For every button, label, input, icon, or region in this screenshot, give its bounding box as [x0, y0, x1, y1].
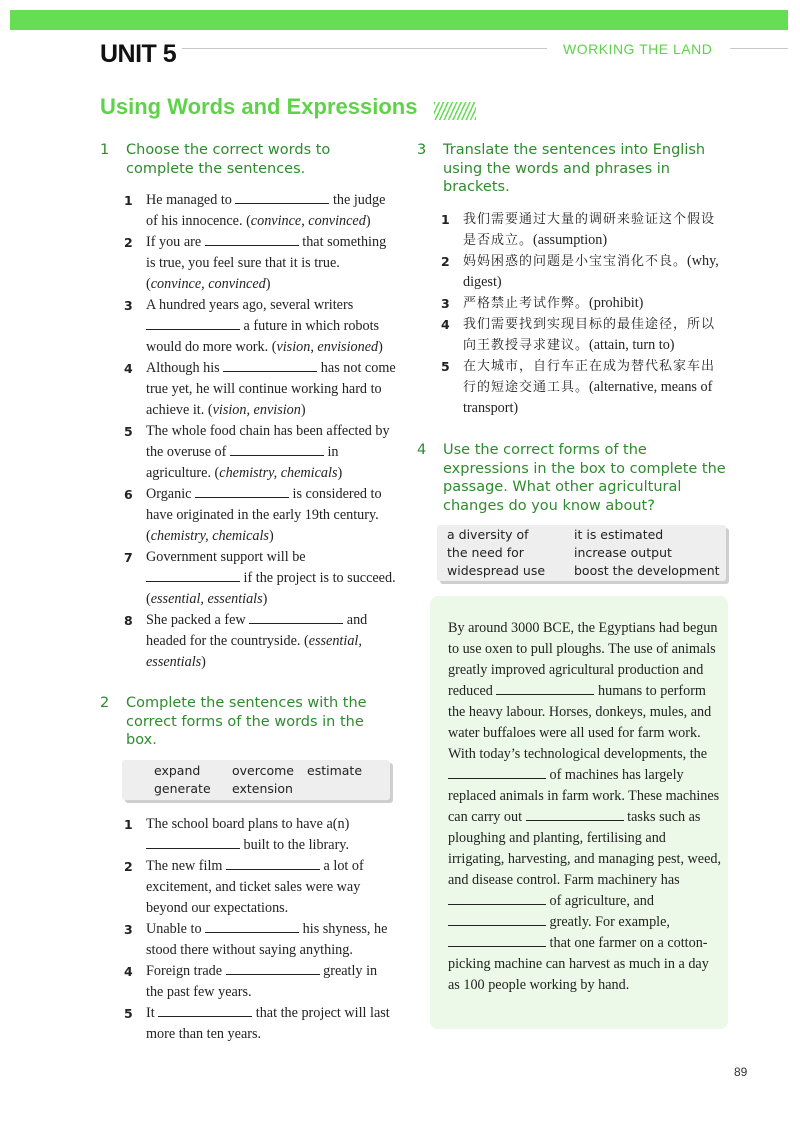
bracket-hint: (assumption): [533, 231, 608, 248]
sentence-text: ): [201, 654, 206, 670]
bracket-hint: (why, digest): [463, 252, 719, 290]
expression-item: a diversity of: [447, 527, 529, 542]
exercise-item: [124, 814, 396, 856]
item-sentence: [146, 358, 396, 421]
sentence-text: in agriculture. (: [146, 444, 339, 481]
item-number: 3: [441, 295, 450, 311]
sentence-text: if the project is to succeed. (: [146, 570, 396, 607]
word-box-item: expand: [154, 762, 201, 778]
sentence-text: It: [146, 1004, 159, 1021]
sentence-text: ): [262, 591, 268, 607]
item-sentence: [146, 961, 396, 1003]
sentence-text: If you are: [146, 234, 205, 250]
item-sentence: [146, 421, 396, 484]
sentence-text: ): [300, 402, 306, 418]
answer-blank[interactable]: [230, 443, 324, 456]
task-3: [417, 141, 727, 419]
item-sentence: [146, 610, 396, 673]
item-number: 3: [124, 298, 133, 313]
word-box-item: extension: [232, 780, 293, 796]
sentence-text: built to the library.: [240, 836, 350, 853]
exercise-item: [124, 1003, 396, 1045]
item-sentence: [463, 251, 727, 293]
task-4-heading: [417, 441, 729, 515]
translation-item: [441, 209, 727, 251]
expression-item: it is estimated: [574, 527, 664, 542]
item-number: 7: [124, 550, 133, 565]
task-number: 3: [417, 142, 427, 158]
item-sentence: [146, 547, 396, 610]
sentence-text: has not come true yet, he will continue working hard to achieve it. (: [146, 360, 396, 418]
expression-item: increase output: [574, 545, 672, 560]
sentence-text: A hundred years ago, several writers: [146, 297, 354, 313]
page-heading: Using Words and Expressions: [100, 94, 418, 119]
task-1-heading: [100, 141, 396, 178]
item-sentence: [463, 314, 727, 356]
unit-title: UNIT 5: [100, 40, 177, 68]
exercise-item: [124, 295, 396, 358]
task-2-heading: [100, 694, 396, 750]
passage-text: greatly. For example,: [546, 914, 670, 930]
word-options: chemistry, chemicals: [219, 465, 338, 481]
exercise-item: [124, 919, 396, 961]
item-sentence: [463, 293, 727, 314]
translation-item: [441, 251, 727, 293]
task-1-items: [100, 190, 396, 673]
sentence-text: Although his: [146, 360, 224, 376]
header-rule-right: [730, 48, 788, 49]
passage-text: humans to perform the heavy labour. Horses, donkeys, mules, and water buffaloes were all used for farm work. With today’s technological developments, the: [448, 683, 712, 762]
item-sentence: [146, 190, 396, 232]
exercise-item: [124, 421, 396, 484]
sentence-text: Foreign trade: [146, 962, 226, 979]
word-options: vision, envision: [212, 402, 301, 418]
item-number: 6: [124, 487, 133, 502]
item-sentence: [463, 209, 727, 251]
answer-blank[interactable]: [205, 233, 299, 246]
item-number: 1: [124, 193, 133, 208]
word-box-item: overcome: [232, 762, 294, 778]
item-sentence: [146, 856, 396, 919]
chinese-sentence: 我们需要通过大量的调研来验证这个假设是否成立。: [463, 211, 716, 248]
sentence-text: that the project will last more than ten years.: [146, 1004, 390, 1042]
sentence-text: The new film: [146, 857, 226, 874]
exercise-item: [124, 610, 396, 673]
sentence-text: that something is true, you feel sure that it is true. (: [146, 234, 387, 292]
item-sentence: [146, 814, 396, 856]
sentence-text: and headed for the countryside. (: [146, 612, 368, 649]
sentence-text: Organic: [146, 486, 195, 502]
expression-item: the need for: [447, 545, 524, 560]
item-sentence: [146, 295, 396, 358]
answer-blank[interactable]: [146, 317, 240, 330]
item-number: 1: [441, 211, 450, 227]
item-number: 4: [441, 316, 450, 332]
top-accent-bar: [10, 10, 788, 30]
word-options: convince, convinced: [150, 276, 266, 292]
task-instruction: Complete the sentences with the correct forms of the words in the box.: [126, 695, 367, 748]
passage-text: that one farmer on a cotton-picking machine can harvest as much in a day as 100 people working by hand.: [448, 935, 709, 993]
answer-blank[interactable]: [496, 682, 594, 695]
answer-blank[interactable]: [205, 920, 299, 933]
sentence-text: Unable to: [146, 920, 206, 937]
item-number: 5: [441, 358, 450, 374]
page-number: 89: [734, 1065, 748, 1079]
item-sentence: [146, 919, 396, 961]
chinese-sentence: 妈妈困惑的问题是小宝宝消化不良。: [463, 253, 688, 269]
word-options: vision, envisioned: [276, 339, 379, 355]
task-instruction: Use the correct forms of the expressions in the box to complete the passage. What other agricultural changes do you know about?: [443, 442, 726, 514]
bracket-hint: (prohibit): [589, 294, 644, 311]
answer-blank[interactable]: [448, 913, 546, 926]
word-options: essential, essentials: [146, 633, 362, 670]
answer-blank[interactable]: [146, 836, 240, 849]
answer-blank[interactable]: [195, 485, 289, 498]
sentence-text: a future in which robots would do more work. (: [146, 318, 380, 355]
answer-blank[interactable]: [448, 934, 546, 947]
answer-blank[interactable]: [448, 766, 546, 779]
task-2: [100, 694, 396, 1045]
exercise-item: [124, 547, 396, 610]
header-rule-left: [182, 48, 547, 49]
answer-blank[interactable]: [223, 359, 317, 372]
expression-item: widespread use: [447, 563, 546, 578]
task-number: 1: [100, 142, 110, 158]
item-number: 4: [124, 361, 133, 376]
item-sentence: [146, 232, 396, 295]
sentence-text: ): [268, 528, 274, 544]
word-options: convince, convinced: [250, 213, 366, 229]
chinese-sentence: 严格禁止考试作弊。: [463, 295, 590, 311]
item-number: 8: [124, 613, 133, 628]
word-box: [122, 760, 390, 800]
task-instruction: Choose the correct words to complete the sentences.: [126, 142, 331, 177]
task-number: 2: [100, 695, 110, 711]
exercise-item: [124, 232, 396, 295]
heading-stripes-decoration: [434, 102, 476, 120]
item-number: 5: [124, 424, 133, 439]
exercise-item: [124, 961, 396, 1003]
sentence-text: greatly in the past few years.: [146, 962, 378, 1000]
expression-item: boost the development: [574, 563, 720, 578]
bracket-hint: (alternative, means of transport): [463, 378, 713, 416]
word-options: essential, essentials: [150, 591, 263, 607]
expression-box: [437, 525, 726, 581]
chinese-sentence: 我们需要找到实现目标的最佳途径，所以向王教授寻求建议。: [463, 316, 716, 353]
exercise-item: [124, 358, 396, 421]
item-number: 2: [124, 235, 133, 250]
answer-blank[interactable]: [249, 611, 343, 624]
translation-item: [441, 293, 727, 314]
sentence-text: ): [265, 276, 271, 292]
task-3-items: [417, 209, 727, 419]
word-box-item: generate: [154, 780, 211, 796]
item-sentence: [146, 1003, 396, 1045]
task-number: 4: [417, 442, 427, 458]
answer-blank[interactable]: [526, 808, 624, 821]
translation-item: [441, 314, 727, 356]
sentence-text: his shyness, he stood there without saying anything.: [146, 920, 388, 958]
answer-blank[interactable]: [235, 191, 329, 204]
bracket-hint: (attain, turn to): [589, 336, 675, 353]
translation-item: [441, 356, 727, 419]
sentence-text: Government support will be: [146, 549, 306, 565]
exercise-item: [124, 190, 396, 232]
answer-blank[interactable]: [226, 857, 320, 870]
sentence-text: ): [365, 213, 371, 229]
item-number: 1: [124, 816, 133, 832]
item-number: 2: [124, 858, 133, 874]
item-number: 4: [124, 963, 133, 979]
sentence-text: the judge of his innocence. (: [146, 192, 386, 229]
task-1: [100, 141, 396, 673]
item-number: 5: [124, 1005, 133, 1021]
sentence-text: ): [337, 465, 343, 481]
exercise-item: [124, 856, 396, 919]
sentence-text: is considered to have originated in the early 19th century. (: [146, 486, 382, 544]
exercise-item: [124, 484, 396, 547]
item-sentence: [463, 356, 727, 419]
sentence-text: a lot of excitement, and ticket sales were way beyond our expectations.: [146, 857, 364, 916]
word-box-item: estimate: [307, 762, 363, 778]
task-instruction: Translate the sentences into English using the words and phrases in brackets.: [443, 142, 706, 195]
passage-text: By around 3000 BCE, the Egyptians had begun to use oxen to pull ploughs. The use of animals greatly improved agricultural production and reduced: [448, 620, 718, 699]
chinese-sentence: 在大城市，自行车正在成为替代私家车出行的短途交通工具。: [463, 358, 716, 395]
reading-passage-panel: [430, 596, 728, 1029]
passage-text: of machines has largely replaced animals in farm work. These machines can carry out: [448, 767, 720, 825]
passage-text: tasks such as ploughing and planting, fertilising and irrigating, harvesting, and managing pest, weed, and disease control. Farm machinery has: [448, 809, 722, 888]
passage-text: of agriculture, and: [546, 893, 654, 909]
item-number: 3: [124, 921, 133, 937]
answer-blank[interactable]: [146, 569, 240, 582]
section-tag: WORKING THE LAND: [563, 41, 713, 57]
task-2-items: [100, 814, 396, 1045]
answer-blank[interactable]: [226, 962, 320, 975]
reading-passage: [448, 618, 722, 996]
sentence-text: The school board plans to have a(n): [146, 815, 350, 832]
sentence-text: He managed to: [146, 192, 236, 208]
answer-blank[interactable]: [448, 892, 546, 905]
task-4: [417, 441, 729, 581]
task-3-heading: [417, 141, 727, 197]
item-sentence: [146, 484, 396, 547]
word-options: chemistry, chemicals: [150, 528, 269, 544]
sentence-text: ): [378, 339, 383, 355]
sentence-text: The whole food chain has been affected by the overuse of: [146, 423, 390, 460]
sentence-text: She packed a few: [146, 612, 250, 628]
item-number: 2: [441, 253, 450, 269]
answer-blank[interactable]: [158, 1004, 252, 1017]
